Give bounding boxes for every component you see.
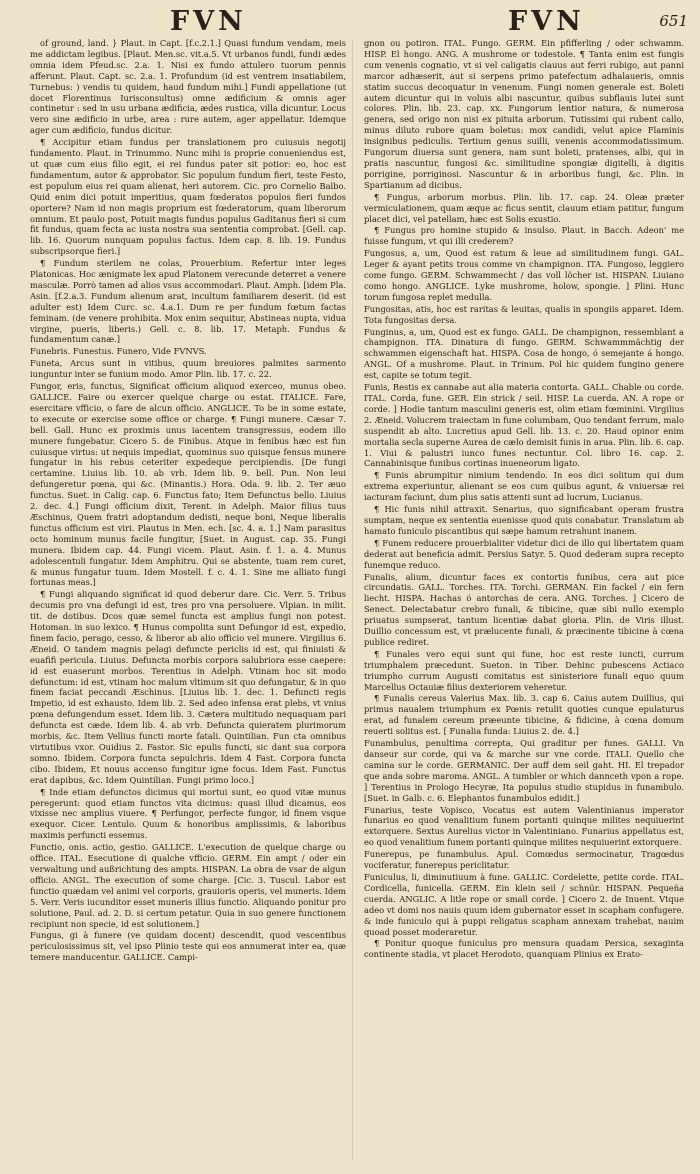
dictionary-paragraph: ¶ Funem reducere prouerbialiter videtur dici de illo qui libertatem quam dederat aut beneficia admit. Persius Satyr. 5. Quod dederam supra recepto funemque reduco. <box>364 537 684 570</box>
dictionary-entry: Funerepus, pe funambulus. Apul. Comœdus sermocinatur, Tragœdus vociferatur, funerepus periclitatur. <box>364 849 684 871</box>
dictionary-entry: Funarius, teste Vopisco, Vocatus est autem Valentinianus imperator funarius eo quod venalitium funem portanti quinque milites nequiuerint extorquere. Sextus Aurelius victor in Valentiniano. Funarius appellatus est, eo quod venalitium funem portanti quinque milites nequiuerint extorquere. <box>364 804 684 848</box>
dictionary-entry: Fungus, gi à funere (ve quidam docent) descendit, quod vescentibus periculosissimus sit, vel ipso Plinio teste qui eos annumerat inter ea, quæ temere manducentur. GALLICE. Campi- <box>30 930 346 963</box>
dictionary-paragraph: ¶ Fungi aliquando significat id quod deberur dare. Cic. Verr. 5. Tribus decumis pro vna defungi id est, tres pro vna persoluere. Vlpian. in milit. tit. de dotibus. Dcos quæ semel functa est amplius fungi non potest. Hotoman. in suo lexico. ¶ Hunus compolita sunt Defungor id est, expedio, finem facio, perago, cesso, & liberor ab alio officio vel munere. Virgilius 6. Æneid. O tandem magnis pelagi defuncte periclis id est, qui finiuisti & euafifi pericula. Liuius. Defuncta morbis corpora salubriora esse caepere: id est euaserunt morbos. Terentius in Adelph. Vtinam hoc sit modo defunctum: id est, vtinam hoc malum vltimum sit quo defungatur, & in quo finem faciat peccandi Æschinus. [Liuius lib. 1. dec. 1. Defuncti regis Impetio, id est exhausto. Idem lib. 2. Sed adeo infensa erat plebs, vt vnius pœna defungendum esset. Idem lib. 3. Cætera multitudo nequaquam pari defuncta est cæde. Idem lib. 4. ab vrb. Defuncta quieratem plurimorum morbis, &c. Item Vellius functi morte fatali. Quintilian. Fun cta omnibus virtutibus vxor. Ouidius 2. Fastor. Sic epulis functi, sic dant sua corpora somno. Ibidem. Corpora functa sepulchris. Idem 4 Fast. Corpora functa cibo. Ibidem, Et nouus accenso fungitur igne focus. Idem Fast. Functus erat dapibus, &c. Idem Quintilian. Fungi primo loco.] <box>30 589 346 785</box>
dictionary-entry: Funginus, a, um, Quod est ex fungo. GALL. De champignon, ressemblant a champignon. ITA. Dinatura di fungo. GERM. Schwammmächtig der schwammen eigenschaft hat. HISPA. Cosa de hongo, ó semejante á hongo. ANGL. Of a mushrome. Plaut. in Trinum. Pol hic quidem fungino genere est, capite se totum tegit. <box>364 326 684 381</box>
dictionary-entry: Functio, onis. actio, gestio. GALLICE. L'execution de quelque charge ou office. ITAL. Esecutione di qualche vfficio. GERM. Ein ampt / oder ein verwaltung und außrichtung des ampts. HISPAN. La obra de vsar de algun officio. ANGL. The execution of some charge. [Cic. 3. Tuscul. Labor est functio quædam vel animi vel corporis, grauioris operis, vel muneris. Idem 5. Verr. Veris iucunditor esset muneris illius functio. Aliquando ponitur pro solutione, Paul. ad. 2. D. si certum petatur. Quia in suo genere functionem recipiunt non specie, id est solutionem.] <box>30 842 346 929</box>
dictionary-paragraph: ¶ Ponitur quoque funiculus pro mensura quadam Persica, sexaginta continente stadia, vt placet Herodoto, quanquam Plinius ex Erato- <box>364 938 684 960</box>
dictionary-paragraph: of ground, land. } Plaut. in Capt. [f.c.2.1.] Quasi fundum vendam, meis me addictam legibus. [Plaut. Men.sc. vit.a.5. Vt urbanos fundi, fundi ædes omnia idem Pfeud.sc. 2.a. 1. Nisi ex fundo attulero tuorum pennis afferunt. Plaut. Capt. sc. 2.a. 1. Profundum (id est ventrem insatiabilem, Turnebus: ) vendis tu quidem, haud fundum mihi.] Fundi appellatione (ut docet Florentinus Iurisconsultus) omne ædificium & omnis ager continetur : sed in usu urbana ædificia, ædes rustica, villa dicuntur. Locus vero sine ædificio in urbe, area : rure autem, ager appellatur. Idemque ager cum ædificio, fundus dicitur. <box>30 38 346 136</box>
dictionary-entry: Funebris. Funestus. Funero, Vide FVNVS. <box>30 346 207 357</box>
dictionary-entry: Fungor, eris, functus, Significat officium aliquod exerceo, munus obeo. GALLICE. Faire ou exercer quelque charge ou estat. ITALICE. Fare, esercitare vfficio, o fare de alcun officio. ANGLICE. To be in some estate, to execute or exercise some office or charge. ¶ Fungi munere. Cæsar 7. bell. Gall. Hunc ex proximis unus iacentem transgressus, eodem illo munere fungebatur. Cicero 5. de Finibus. Atque in fenibus hæc est fun cuiusque virtus: ut nequis impediat, quominus suo quisque fensus munere fungatur in his rebus ceteriter expedeque percipiendis. [De fungi certamine. Liuius lib. 10. ab vrb. Idem lib. 9. bell. Pun. Non leui defungeretur pœna, qui &c. (Minantis.) Hora. Oda. 9. lib. 2. Ter æuo functus. Suet. in Calig. cap. 6. Functus fato; Item Defunctus bello. Liuius 2. dec. 4.] Fungi officium dixit, Terent. in Adelph. Maior filius tuus Æschinus, Quem fratri adoptandum dedisti, neque boni, Neque liberalis functus officium est viri. Plautus in Men. ech. [sc. 4. a. 1.] Nam parasitus octo hominum munus facile fungitur, [Suet. in August. cap. 35. Fungi munera. Ibidem cap. 44. Fungi vicem. Plaut. Asin. f. 1. a. 4. Munus adolescentuli fungatur. Idem Amphitru. Qui se abstente, tuam rem curet, & munus fungatur tuum. Idem Mostell. f. c. 4. 1. Sine me alliato fungi fortunas meas.] <box>30 381 346 588</box>
dictionary-entry: Funis, Restis ex cannabe aut alia materia contorta. GALL. Chable ou corde. ITAL. Corda, fune. GER. Ein strick / seil. HISP. La cuerda. AN. A rope or corde. ] Hodie tantum masculini generis est, olim etiam fœminini. Virgilius 2. Æneid. Volucrem traiectam in fune columbam, Quo tendant ferrum, malo suspendit ab alto. Lucretius apud Gell. lib. 13. c. 20. Haud opinor enim mortalia secla superne Aurea de cælo demisit funis in arua. Plin. lib. 6. cap. 1. Viui & palustri iunco funes nectuntur. Col. libro 16. cap. 2. Cannabinisque funibus cortinas inueneorum ligato. <box>364 382 684 469</box>
dictionary-paragraph: ¶ Accipitur etiam fundus per translationem pro cuiusuis negotij fundamento. Plaut. in Trinummo. Nunc mihi is proprie conueniendus est, ut quæ cum eius filio egit, ei rei fundus pater sit potior: eo, hoc est fundamentum, autor & approbator. Sic populum fundum fieri, teste Festo, est populum eius rei quam alienat, heri autorem. Cic. pro Cornelio Balbo. Quid enim dici potuit imperitius, quam fœderatos populos fieri fundos oportere? Nam id non magis proprium est fœderatorum, quam liberorum omnium. Et paulo post, Potuit magis fundus populus Gaditanus fieri si cum fit fundus, quam fecta ac iusta nostra sua sententia comprobat. [Gell. cap. lib. 16. Quorum nunquam populus factus. Idem cap. 8. lib. 19. Fundus subscripsorque fieri.] <box>30 137 346 257</box>
dictionary-entry: Funalis, alium, dicuntur faces ex contortis funibus, cera aut pice circundatis. GALL. Torches. ITA. Torchi. GERMAN. Ein fackel / ein fern liecht. HISPA. Hachas ó antorchas de cera. ANG. Torches. ] Cicero de Senect. Delectabatur crebro funali, & tibicine, quæ sibi nullo exemplo priuatus sumpserat, tantum licentiæ dabat gloria. Plin. de Viris illust. Duillio concessum est, vt prælucente funali, & præcinente tibicine à cœna publice rediret. <box>364 571 684 647</box>
dictionary-entry: Funeta, Arcus sunt in vitibus, quum breuiores palmites sarmento iunguntur inter se funium modo. Amor Plin. lib. 17. c. 22. <box>30 358 346 380</box>
dictionary-paragraph: ¶ Fungus, arborum morbus. Plin. lib. 17. cap. 24. Oleæ præter vermiculationem, quam æque ac ficus sentit, clauum etiam patitur, fungum placet dici, vel patellam, hæc est Solis exustio. <box>364 191 684 224</box>
dictionary-entry: Fungosus, a, um, Quod est ratum & leue ad similitudinem fungi. GAL. Leger & ayant petits trous comme vn champignon. ITA. Fungoso, leggiero come fungo. GERM. Schwammecht / das voll löcher ist. HISPAN. Liuiano como hongo. ANGLICE. Lyke mushrome, holow, spongie. ] Plini. Hunc torum fungosa replet medulla. <box>364 248 684 302</box>
running-header <box>0 4 700 38</box>
header-left-title: FVN <box>170 6 247 37</box>
header-right-title: FVN <box>508 6 585 37</box>
dictionary-paragraph: ¶ Funalis cereus Valerius Max. lib. 3. cap 6. Caius autem Duillius, qui primus naualem triumphum ex Pœnis retulit quoties cunque epulaturus erat, ad funalem cereum præeunte tibicine, & fidicine, à cœna domum reuerti solitus est. [ Funalia funda: Liuius 2. de. 4.] <box>364 693 684 737</box>
dictionary-paragraph: ¶ Hic funis nihil attraxit. Senarius, quo significabant operam frustra sumptam, neque ex sententia euenisse quod quis conabatur. Translatum ab hamato funiculo piscantibus qui sæpe hamum retrahunt inanem. <box>364 504 684 536</box>
dictionary-paragraph: ¶ Inde etiam defunctos dicimus qui mortui sunt, eo quod vitæ munus peregerunt: quod etiam functos vita dicimus: quasi illud dicamus, eos vixisse nec amplius viuere. ¶ Perfungor, perfecte fungor, id finem vsque exequor. Cicer. Lentulo. Quum & honoribus amplissimis, & laboribus maximis perfuncti essemus. <box>30 786 346 841</box>
left-column <box>30 38 346 1162</box>
page-number: 651 <box>659 12 688 30</box>
dictionary-entry: Fungositas, atis, hoc est raritas & leuitas, qualis in spongiis apparet. Idem. Tota fungositas dersa. <box>364 303 684 325</box>
dictionary-paragraph: ¶ Funales vero equi sunt qui fune, hoc est reste iuncti, currum triumphalem præcedunt. Sueton. in Tiber. Dehinc pubescens Actiaco triumpho currum Augusti comitatus est sinisteriore funali equo quum Marcellus Octauiæ filius dexteriorem veheretur. <box>364 648 684 692</box>
dictionary-paragraph: ¶ Funis abrumpitur nimium tendendo. In eos dici solitum qui dum extrema experiuntur, alienant se eos cum quibus agunt, & vniuersæ rei iacturam faciunt, dum plus satis attenti sunt ad lucrum, Lucianus. <box>364 470 684 503</box>
dictionary-paragraph: ¶ Fundum sterilem ne colas, Prouerbium. Refertur inter leges Platonicas. Hoc ænigmate lex apud Platonem verecunde deterret a venere masculæ. Porrò tamen ad alios vsus accommodari. Plaut. Amph. [idem Pla. Asin. [f.2.a.3. Fundum alienum arat, incultum familiarem deserit. (id est adulter est) Idem Curc. sc. 4.a.1. Dum re per fundum fœtum factas feminam. (de venere prohibita. Mox enim sequitur, Abstineas nupta, vidua virgine, pueris, liberis.) Gell. c. 8. lib. 17. Metaph. Fundus & fundamentum canæ.] <box>30 258 346 345</box>
right-column <box>364 38 684 1162</box>
dictionary-entry: Funambulus, penultima correpta, Qui graditur per funes. GALLI. Vn danseur sur corde, qui va & marche sur vne corde. ITALI. Quello che camina sur le corde. GERMANIC. Der auff dem seil gaht. HI. El trepador que anda sobre maroma. ANGL. A tumbler or which dannceth vpon a rope. ] Terentius in Prologo Hecyræ, Ita populus studio stupidus in funambulo. [Suet. in Galb. c. 6. Elephantos funambulos edidit.] <box>364 738 684 803</box>
dictionary-entry: Funiculus, li, diminutiuum à fune. GALLIC. Cordelette, petite corde. ITAL. Cordicella, funicella. GERM. Ein klein seil / schnür. HISPAN. Pequeña cuerda. ANGLIC. A litle rope or small corde. ] Cicero 2. de Inuent. Vtque adeo vt domi nos nauis quum idem gubernator esset in scapham confugere. & inde funiculo qui à puppi religatus scapham annexam trahebat, nauim quoad posset moderaretur. <box>364 871 684 937</box>
dictionary-paragraph: gnon ou potiron. ITAL. Fungo. GERM. Ein pfifferling / oder schwamm. HISP. El hongo. ANG. A mushrome or todestole. ¶ Tanta enim est fungis cum venenis cognatio, vt si vel caligatis clauus aut ferri rubigo, aut panni marcor adhæserit, aut si serpens primo patefectum adhalaueris, omnis statim succus decoquatur in venenum. Fungi nomen generale est. Boleti autem dicuntur qui in voluis albi nascuntur, quibus subflauis lutei sunt colores. Plin. lib. 23. cap. xx. Fungorum lentior natura, & numerosa genera, sed origo non nisi ex pituita arborum. Tutissimi qui rubent callo, minus diluto rubore quam boletus: mox candidi, velut apice Flaminis insignibus pediculis. Tertium genus suilli, venenis accommodatissimum. Fungorum diuersa sunt genera, nam sunt boleti, pratenses, albi, qui in pratis nascuntur, fungosi &c. similitudine spongiæ digitelli, à digitis porrigine, porriginosi. Nascuntur & in arboribus fungi, &c. Plin. in Spartianum ad dicibus. <box>364 38 684 190</box>
dictionary-paragraph: ¶ Fungus pro homine stupido & insulso. Plaut. in Bacch. Adeon' me fuisse fungum, vt qui illi crederem? <box>364 225 684 247</box>
column-gutter <box>352 40 353 1160</box>
